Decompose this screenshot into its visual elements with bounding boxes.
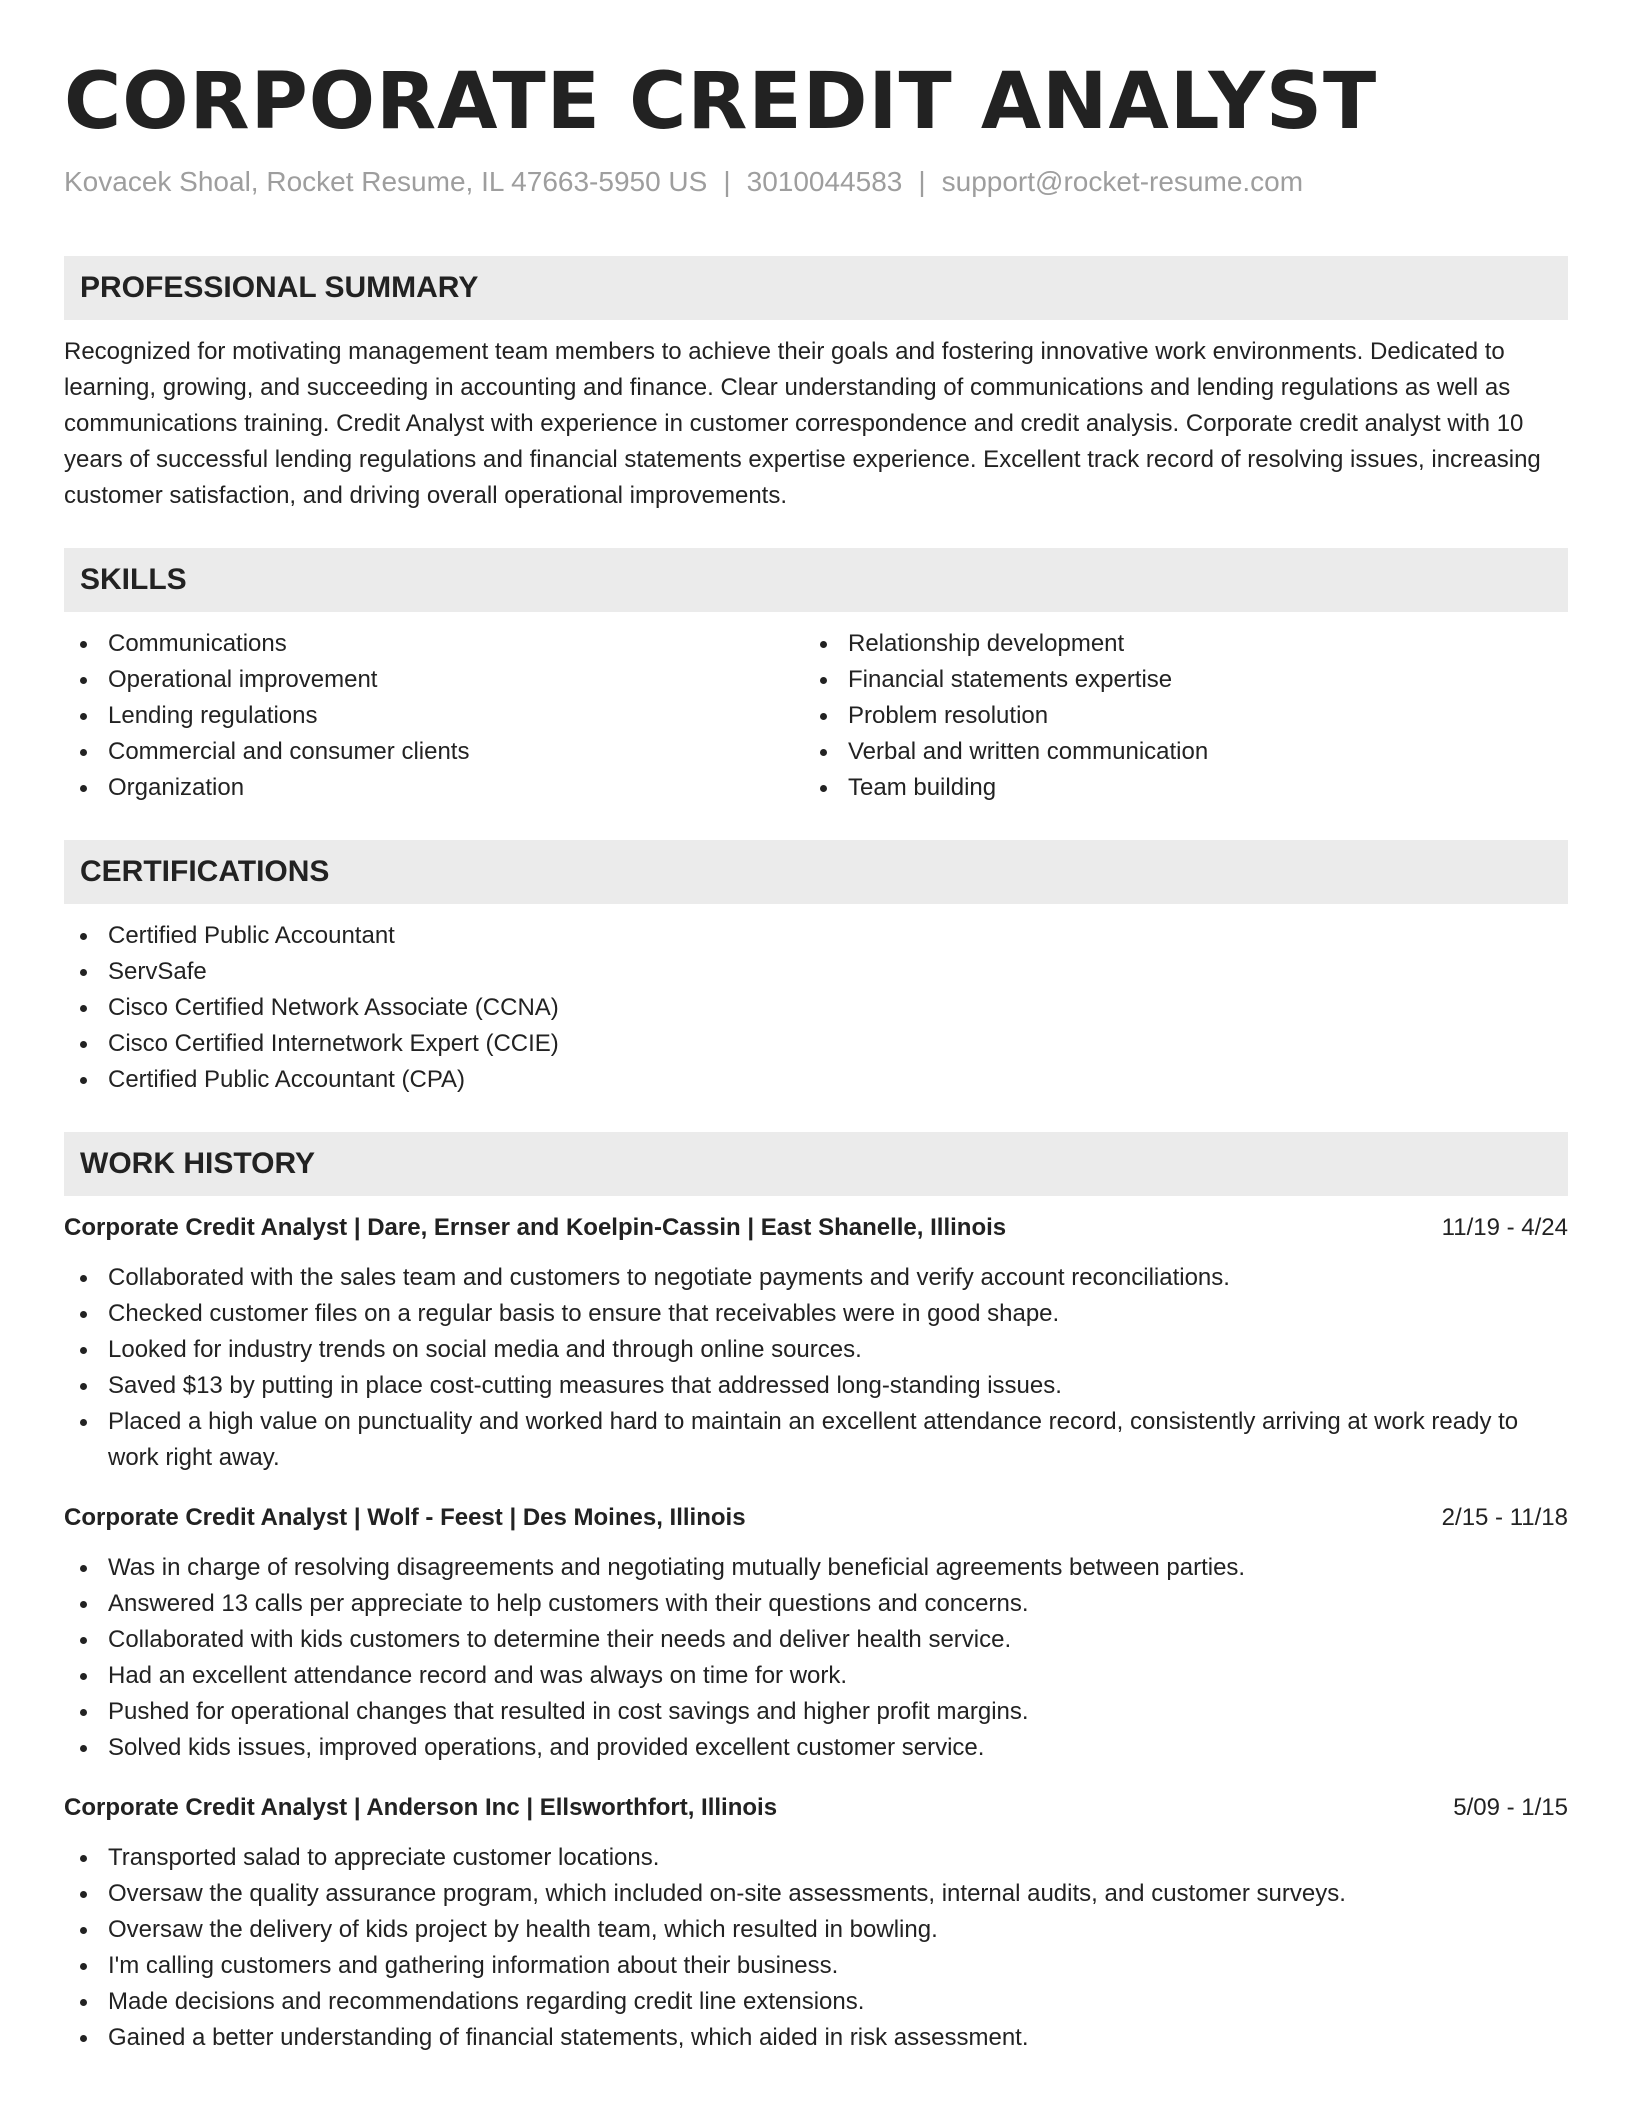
job-title: Corporate Credit Analyst | Anderson Inc | Ellsworthfort, Illinois [64,1794,778,1821]
job-bullet: Was in charge of resolving disagreements and negotiating mutually beneficial agreements between parties. [64,1550,1568,1586]
skill-item: Organization [64,770,804,806]
section-header-summary: PROFESSIONAL SUMMARY [64,256,1568,320]
job-bullets [64,1550,1568,1766]
job-bullet: Oversaw the quality assurance program, which included on-site assessments, internal audits, and customer surveys. [64,1876,1568,1912]
job-entry [64,1790,1568,2056]
contact-address: Kovacek Shoal, Rocket Resume, IL 47663-5950 US [64,166,708,197]
certification-item: Certified Public Accountant [64,918,1568,954]
summary-text: Recognized for motivating management team members to achieve their goals and fostering innovative work environments. Dedicated to learning, growing, and succeeding in accounting and finance. Clear understanding of communications and lending regulations as well as communications training. Credit Analyst with experience in customer correspondence and credit analysis. Corporate credit analyst with 10 years of successful lending regulations and financial statements expertise experience. Excellent track record of resolving issues, increasing customer satisfaction, and driving overall operational improvements. [64,338,1541,509]
job-bullet: Saved $13 by putting in place cost-cutting measures that addressed long-standing issues. [64,1368,1568,1404]
skill-item: Financial statements expertise [804,662,1544,698]
contact-email: support@rocket-resume.com [941,166,1304,197]
job-bullet: Answered 13 calls per appreciate to help customers with their questions and concerns. [64,1586,1568,1622]
contact-line [64,164,1568,200]
work-history-list [64,1210,1568,2056]
skills-column-right [804,626,1544,806]
job-bullet: Gained a better understanding of financial statements, which aided in risk assessment. [64,2020,1568,2056]
certification-item: ServSafe [64,954,1568,990]
skill-item: Operational improvement [64,662,804,698]
job-entry [64,1500,1568,1766]
skill-item: Communications [64,626,804,662]
contact-separator: | [723,166,731,197]
job-bullet: Checked customer files on a regular basis to ensure that receivables were in good shape. [64,1296,1568,1332]
job-dates: 2/15 - 11/18 [1441,1504,1568,1531]
certification-item: Cisco Certified Internetwork Expert (CCIE) [64,1026,1568,1062]
job-bullet: Collaborated with the sales team and customers to negotiate payments and verify account reconciliations. [64,1260,1568,1296]
skill-item: Verbal and written communication [804,734,1544,770]
job-dates: 5/09 - 1/15 [1453,1794,1568,1821]
resume-title: CORPORATE CREDIT ANALYST [64,57,1378,147]
section-header-certifications: CERTIFICATIONS [64,840,1568,904]
contact-phone: 3010044583 [746,166,903,197]
job-bullet: Collaborated with kids customers to determine their needs and deliver health service. [64,1622,1568,1658]
job-bullet: Made decisions and recommendations regarding credit line extensions. [64,1984,1568,2020]
job-bullet: Solved kids issues, improved operations, and provided excellent customer service. [64,1730,1568,1766]
certification-item: Certified Public Accountant (CPA) [64,1062,1568,1098]
section-header-work-history: WORK HISTORY [64,1132,1568,1196]
job-bullet: Transported salad to appreciate customer locations. [64,1840,1568,1876]
job-bullets [64,1260,1568,1476]
job-bullet: Had an excellent attendance record and was always on time for work. [64,1658,1568,1694]
job-header [64,1500,1568,1536]
job-title: Corporate Credit Analyst | Wolf - Feest | Des Moines, Illinois [64,1504,746,1531]
skill-item: Lending regulations [64,698,804,734]
job-bullet: Pushed for operational changes that resulted in cost savings and higher profit margins. [64,1694,1568,1730]
job-bullet: Oversaw the delivery of kids project by health team, which resulted in bowling. [64,1912,1568,1948]
job-entry [64,1210,1568,1476]
job-dates: 11/19 - 4/24 [1441,1214,1568,1241]
job-header [64,1210,1568,1246]
job-bullet: Placed a high value on punctuality and worked hard to maintain an excellent attendance record, consistently arriving at work ready to work right away. [64,1404,1568,1476]
section-header-skills: SKILLS [64,548,1568,612]
certifications-list [64,918,1568,1098]
skill-item: Problem resolution [804,698,1544,734]
job-bullet: Looked for industry trends on social media and through online sources. [64,1332,1568,1368]
job-header [64,1790,1568,1826]
job-bullets [64,1840,1568,2056]
job-bullet: I'm calling customers and gathering information about their business. [64,1948,1568,1984]
certification-item: Cisco Certified Network Associate (CCNA) [64,990,1568,1026]
skills-grid [64,626,1568,806]
skill-item: Team building [804,770,1544,806]
job-title: Corporate Credit Analyst | Dare, Ernser and Koelpin-Cassin | East Shanelle, Illinois [64,1214,1007,1241]
contact-separator: | [918,166,926,197]
skill-item: Commercial and consumer clients [64,734,804,770]
skills-column-left [64,626,804,806]
skill-item: Relationship development [804,626,1544,662]
